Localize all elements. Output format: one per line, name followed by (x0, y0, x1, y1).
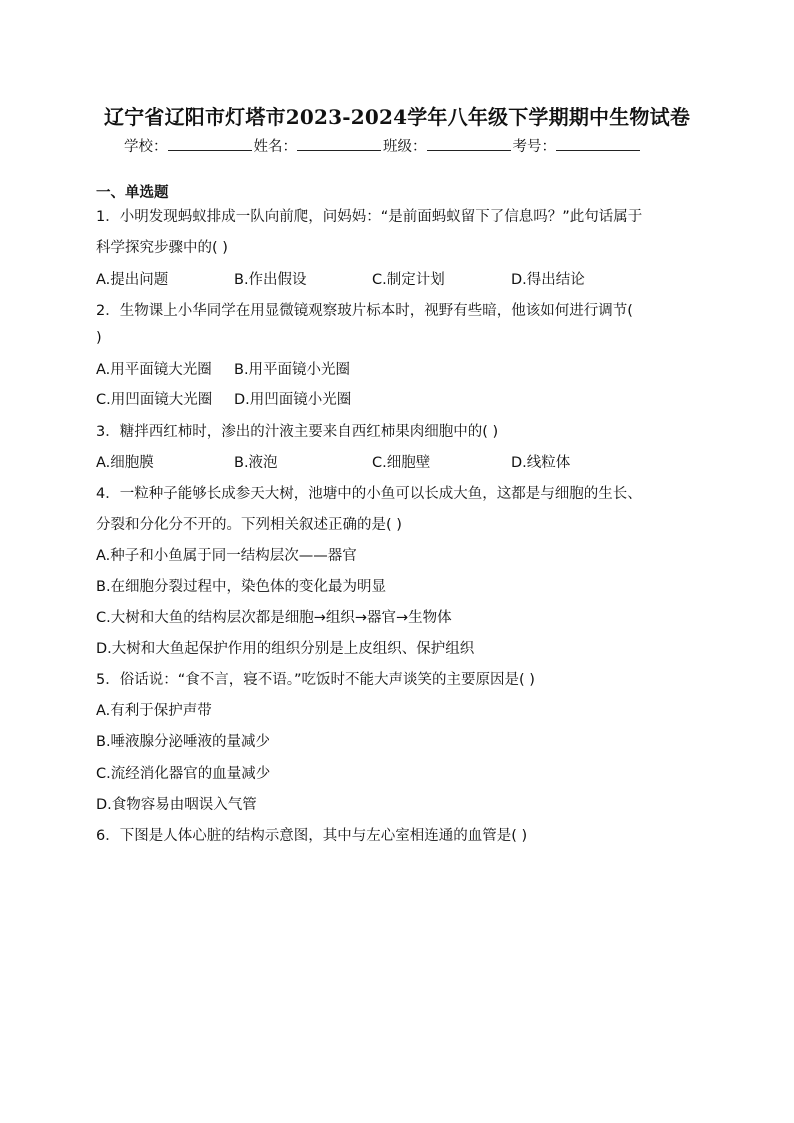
page-title: 辽宁省辽阳市灯塔市2023-2024学年八年级下学期期中生物试卷 (103, 105, 691, 129)
question-4-option-c[interactable]: C.大树和大鱼的结构层次都是细胞→组织→器官→生物体 (96, 610, 452, 626)
question-3-option-d[interactable]: D.线粒体 (511, 455, 571, 471)
question-1-option-b[interactable]: B.作出假设 (234, 272, 307, 288)
question-4-option-a[interactable]: A.种子和小鱼属于同一结构层次——器官 (96, 548, 357, 564)
question-2-option-c[interactable]: C.用凹面镜大光圈 (96, 392, 213, 408)
question-2-option-b[interactable]: B.用平面镜小光圈 (234, 362, 351, 378)
class-blank[interactable] (427, 136, 511, 151)
question-3-option-a[interactable]: A.细胞膜 (96, 455, 154, 471)
question-2-option-a[interactable]: A.用平面镜大光圈 (96, 362, 212, 378)
question-2-stem-line-1: 2．生物课上小华同学在用显微镜观察玻片标本时，视野有些暗，他该如何进行调节( (96, 303, 633, 319)
question-2-stem-line-2: ) (96, 330, 102, 346)
student-info-line (124, 135, 642, 156)
question-5-stem-line-1: 5．俗话说：“食不言，寝不语。”吃饭时不能大声谈笑的主要原因是( ) (96, 672, 535, 688)
question-3-option-c[interactable]: C.细胞壁 (372, 455, 431, 471)
number-label: 考号： (512, 139, 556, 155)
question-5-option-c[interactable]: C.流经消化器官的血量减少 (96, 766, 271, 782)
question-1-option-c[interactable]: C.制定计划 (372, 272, 445, 288)
school-label: 学校： (124, 139, 168, 155)
question-3-option-b[interactable]: B.液泡 (234, 455, 278, 471)
school-blank[interactable] (168, 136, 252, 151)
name-label: 姓名： (253, 139, 297, 155)
question-5-option-a[interactable]: A.有利于保护声带 (96, 703, 212, 719)
question-2-option-d[interactable]: D.用凹面镜小光圈 (234, 392, 352, 408)
question-4-stem-line-2: 分裂和分化分不开的。下列相关叙述正确的是( ) (96, 517, 402, 533)
class-label: 班级： (383, 139, 427, 155)
question-1-stem-line-1: 1．小明发现蚂蚁排成一队向前爬，问妈妈：“是前面蚂蚁留下了信息吗？”此句话属于 (96, 209, 643, 225)
question-5-option-b[interactable]: B.唾液腺分泌唾液的量减少 (96, 734, 271, 750)
number-blank[interactable] (556, 136, 640, 151)
section-title: 一、单选题 (96, 185, 169, 201)
question-4-stem-line-1: 4．一粒种子能够长成参天大树，池塘中的小鱼可以长成大鱼，这都是与细胞的生长、 (96, 486, 642, 502)
question-1-option-a[interactable]: A.提出问题 (96, 272, 169, 288)
question-4-option-d[interactable]: D.大树和大鱼起保护作用的组织分别是上皮组织、保护组织 (96, 641, 475, 657)
question-3-stem-line-1: 3．糖拌西红柿时，渗出的汁液主要来自西红柿果肉细胞中的( ) (96, 424, 499, 440)
name-blank[interactable] (297, 136, 381, 151)
question-6-stem-line-1: 6．下图是人体心脏的结构示意图，其中与左心室相连通的血管是( ) (96, 828, 528, 844)
question-5-option-d[interactable]: D.食物容易由咽误入气管 (96, 797, 257, 813)
question-4-option-b[interactable]: B.在细胞分裂过程中，染色体的变化最为明显 (96, 579, 387, 595)
question-1-option-d[interactable]: D.得出结论 (511, 272, 585, 288)
question-1-stem-line-2: 科学探究步骤中的( ) (96, 240, 228, 256)
